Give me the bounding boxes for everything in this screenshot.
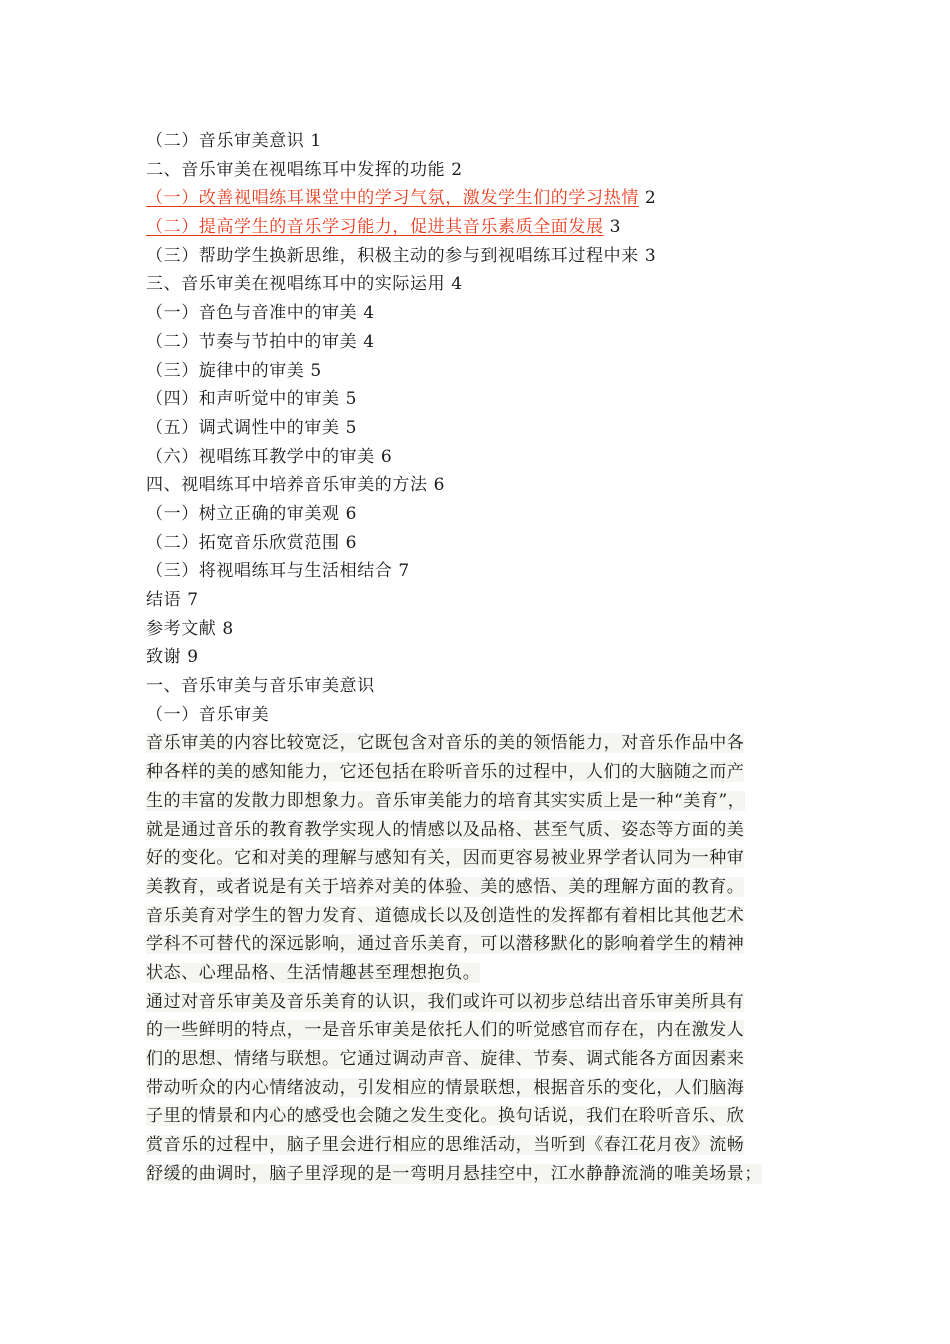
toc-entry — [146, 242, 826, 271]
paragraph-line-text: 带动听众的内心情绪波动，引发相应的情景联想，根据音乐的变化，人们脑海 — [146, 1077, 745, 1098]
paragraph-line — [146, 1131, 826, 1160]
toc-entry-page: 6 — [345, 503, 358, 524]
paragraph-1 — [146, 729, 826, 987]
paragraph-line-text: 状态、心理品格、生活情趣甚至理想抱负。 — [146, 962, 481, 983]
paragraph-line-text: 美教育，或者说是有关于培养对美的体验、美的感悟、美的理解方面的教育。 — [146, 876, 745, 897]
toc-entry — [146, 615, 826, 644]
toc-entry-page: 3 — [609, 217, 622, 238]
paragraph-line — [146, 988, 826, 1017]
subsection-heading: （一）音乐审美 — [146, 704, 270, 725]
toc-entry-page: 4 — [451, 274, 463, 295]
paragraph-line — [146, 758, 826, 787]
toc-entry — [146, 127, 826, 156]
paragraph-line-text: 种各样的美的感知能力，它还包括在聆听音乐的过程中，人们的大脑随之而产 — [146, 762, 745, 783]
paragraph-line — [146, 1074, 826, 1103]
paragraph-line-text: 音乐美育对学生的智力发育、道德成长以及创造性的发挥都有着相比其他艺术 — [146, 905, 745, 926]
paragraph-line-text: 们的思想、情绪与联想。它通过调动声音、旋律、节奏、调式能各方面因素来 — [146, 1049, 745, 1069]
toc-entry-title: （一）树立正确的审美观 — [146, 503, 340, 524]
toc-entry — [146, 500, 826, 529]
toc-entry-title: 二、音乐审美在视唱练耳中发挥的功能 — [146, 159, 446, 180]
toc-entry-page: 6 — [380, 446, 393, 467]
toc-entry-link[interactable]: （二）提高学生的音乐学习能力，促进其音乐素质全面发展 — [146, 217, 604, 238]
paragraph-line — [146, 873, 826, 902]
toc-entry — [146, 586, 826, 615]
toc-entry — [146, 270, 826, 299]
paragraph-line-text: 好的变化。它和对美的理解与感知有关，因而更容易被业界学者认同为一种审 — [146, 848, 745, 869]
toc-entry[interactable] — [146, 184, 826, 213]
toc-entry — [146, 471, 826, 500]
table-of-contents — [146, 127, 826, 672]
paragraph-line — [146, 1016, 826, 1045]
toc-entry-page: 5 — [345, 389, 358, 410]
paragraph-line — [146, 1160, 826, 1189]
paragraph-line — [146, 729, 826, 758]
toc-entry-title: （三）旋律中的审美 — [146, 360, 305, 381]
toc-entry-title: （三）将视唱练耳与生活相结合 — [146, 561, 393, 582]
toc-entry-page: 1 — [310, 131, 322, 151]
toc-entry-page: 5 — [345, 417, 358, 438]
toc-entry-page: 3 — [644, 245, 657, 266]
toc-entry-page: 2 — [644, 188, 657, 209]
toc-entry-title: 四、视唱练耳中培养音乐审美的方法 — [146, 475, 428, 496]
paragraph-line-text: 舒缓的曲调时，脑子里浮现的是一弯明月悬挂空中，江水静静流淌的唯美场景； — [146, 1163, 762, 1184]
paragraph-line — [146, 787, 826, 816]
toc-entry — [146, 328, 826, 357]
toc-entry-page: 4 — [363, 303, 375, 324]
paragraph-line — [146, 902, 826, 931]
paragraph-2 — [146, 988, 826, 1189]
paragraph-line-text: 生的丰富的发散力即想象力。音乐审美能力的培育其实实质上是一种“美育”， — [146, 790, 746, 811]
toc-entry — [146, 357, 826, 386]
toc-entry — [146, 643, 826, 672]
toc-entry-page: 6 — [433, 475, 446, 496]
toc-entry-page: 4 — [363, 331, 375, 352]
paragraph-line — [146, 1045, 826, 1074]
section-heading: 一、音乐审美与音乐审美意识 — [146, 676, 375, 697]
paragraph-line — [146, 1102, 826, 1131]
toc-entry-page: 5 — [310, 360, 322, 381]
toc-entry-title: 结语 — [146, 590, 182, 610]
toc-entry-title: （五）调式调性中的审美 — [146, 417, 340, 438]
toc-entry-title: （六）视唱练耳教学中的审美 — [146, 446, 375, 467]
paragraph-line-text: 音乐审美的内容比较宽泛，它既包含对音乐的美的领悟能力，对音乐作品中各 — [146, 733, 745, 754]
paragraph-line-text: 就是通过音乐的教育教学实现人的情感以及品格、甚至气质、姿态等方面的美 — [146, 819, 745, 840]
toc-entry-page: 6 — [345, 532, 358, 553]
toc-entry-title: （一）音色与音准中的审美 — [146, 303, 358, 324]
toc-entry-title: 三、音乐审美在视唱练耳中的实际运用 — [146, 274, 446, 295]
toc-entry-title: （二）节奏与节拍中的审美 — [146, 331, 358, 352]
toc-entry[interactable] — [146, 213, 826, 242]
toc-entry-title: 致谢 — [146, 647, 182, 668]
toc-entry-page: 7 — [187, 590, 199, 610]
paragraph-line-text: 赏音乐的过程中，脑子里会进行相应的思维活动，当听到《春江花月夜》流畅 — [146, 1135, 745, 1156]
toc-entry — [146, 414, 826, 443]
toc-entry-page: 2 — [451, 159, 463, 180]
paragraph-line — [146, 816, 826, 845]
toc-entry-page: 9 — [187, 647, 199, 668]
toc-entry-title: （四）和声听觉中的审美 — [146, 389, 340, 410]
document-content — [146, 127, 826, 1188]
toc-entry-page: 8 — [222, 618, 234, 639]
toc-entry — [146, 443, 826, 472]
toc-entry — [146, 385, 826, 414]
paragraph-line-text: 子里的情景和内心的感受也会随之发生变化。换句话说，我们在聆听音乐、欣 — [146, 1106, 745, 1127]
paragraph-line — [146, 930, 826, 959]
toc-entry-title: （二）音乐审美意识 — [146, 131, 305, 151]
paragraph-line-text: 通过对音乐审美及音乐美育的认识，我们或许可以初步总结出音乐审美所具有 — [146, 991, 745, 1012]
toc-entry — [146, 529, 826, 558]
toc-entry-page: 7 — [398, 561, 410, 582]
toc-entry — [146, 156, 826, 185]
paragraph-line — [146, 959, 826, 988]
paragraph-line-text: 学科不可替代的深远影响，通过音乐美育，可以潜移默化的影响着学生的精神 — [146, 934, 745, 955]
toc-entry — [146, 299, 826, 328]
toc-entry-title: 参考文献 — [146, 618, 217, 639]
paragraph-line-text: 的一些鲜明的特点，一是音乐审美是依托人们的听觉感官而存在，内在激发人 — [146, 1020, 745, 1041]
paragraph-line — [146, 844, 826, 873]
toc-entry-title: （三）帮助学生换新思维，积极主动的参与到视唱练耳过程中来 — [146, 245, 639, 266]
toc-entry — [146, 557, 826, 586]
toc-entry-link[interactable]: （一）改善视唱练耳课堂中的学习气氛，激发学生们的学习热情 — [146, 188, 639, 209]
toc-entry-title: （二）拓宽音乐欣赏范围 — [146, 532, 340, 553]
